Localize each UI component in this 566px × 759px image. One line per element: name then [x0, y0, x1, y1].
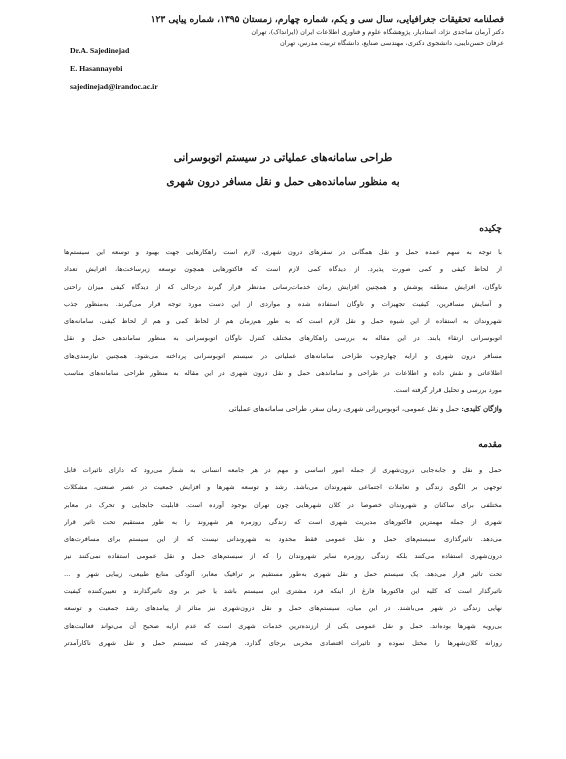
- introduction-body: [64, 462, 502, 652]
- keywords-list: حمل و نقل عمومی، اتوبوس‌رانی شهری، زمان سفر، طراحی سامانه‌های عملیاتی: [228, 405, 460, 413]
- abstract-line: شهروندان به استفاده از این شیوه حمل و نقل لازم است که به طور هم‌زمان هم از لحاظ کمی و هم از لحاظ کیفی، سامانه‌های: [64, 317, 502, 326]
- abstract-line: از لحاظ کیفی و کمی صورت پذیرد. از دیدگاه کمی لازم است که فاکتورهایی همچون توسعه زیرساخت‌ها، افزایش تعداد: [64, 265, 502, 274]
- author2-affiliation: عرفان حسن‌نایبی، دانشجوی دکتری، مهندسی صنایع، دانشگاه تربیت مدرس، تهران: [279, 39, 504, 47]
- abstract-body: [64, 244, 502, 400]
- author-email: sajedinejad@irandoc.ac.ir: [70, 82, 158, 91]
- abstract-line: و آسایش مسافرین، کیفیت تجهیزات و ناوگان استفاده شده و مواردی از این دست مورد توجه قرار می‌گیرند. به‌منظور جذب: [64, 299, 502, 308]
- journal-title: فصلنامه تحقیقات جغرافیایی، سال سی و یکم، شماره چهارم، زمستان ۱۳۹۵، شماره پیاپی ۱۲۳: [150, 15, 504, 25]
- latin-author-block: [70, 42, 158, 96]
- abstract-line: مورد بررسی و تحلیل قرار گرفته است.: [393, 386, 502, 395]
- introduction-line: بی‌رویه شهرها بوده‌اند. حمل و نقل عمومی یکی از ارزنده‌ترین خدمات شهری است که عدم ارایه صحیح آن می‌تواند فعالیت‌های: [64, 621, 502, 630]
- abstract-line: ناوگان، افزایش منطقه پوشش و همچنین افزایش زمان خدمات‌رسانی مدنظر قرار گیرند درحالی که از دیدگاه کیفی میزان راحتی: [64, 282, 502, 291]
- keywords-line: [62, 402, 502, 416]
- journal-header: [150, 14, 504, 49]
- introduction-line: تحت تاثیر قرار می‌دهد. یک سیستم حمل و نقل شهری به‌طور مستقیم بر ترافیک معابر، آلودگی منابع طبیعی، زیبایی شهر و ...: [64, 569, 502, 578]
- keywords-label: واژگان کلیدی:: [461, 405, 502, 413]
- paper-title-line-2: به منظور سامانده‌هی حمل و نقل مسافر درون شهری: [166, 176, 400, 188]
- introduction-line: حمل و نقل و جابه‌جایی درون‌شهری از جمله امور اساسی و مهم در هر جامعه انسانی به شمار می‌رود که دارای تاثیرات قابل: [64, 466, 502, 474]
- introduction-heading: مقدمه: [478, 440, 502, 450]
- introduction-line: روزانه کلان‌شهرها را مختل نموده و تاثیرات اقتصادی مخربی برجای گذارد. هرچقدر که سیستم حمل و نقل شهری ناکارآمدتر: [64, 638, 502, 647]
- introduction-line: توجهی بر الگوی زندگی و تعاملات اجتماعی شهروندان می‌باشد. رشد و توسعه شهرها و افزایش جمعیت در عصر صنعتی، مشکلات: [64, 483, 502, 492]
- introduction-line: می‌دهد. تاثیرگذاری سیستم‌های حمل و نقل عمومی فقط محدود به شهروندانی نیست که از این سیستم برای مسافرت‌های: [64, 535, 502, 544]
- introduction-line: نهایی زندگی در شهر می‌باشند. در این میان، سیستم‌های حمل و نقل درون‌شهری نیز متاثر از پیامدهای رشد جمعیت و توسعه: [64, 604, 502, 613]
- author1-affiliation: دکتر آرمان ساجدی نژاد، استادیار، پژوهشگاه علوم و فناوری اطلاعات ایران (ایرانداک)، تهران: [251, 28, 504, 36]
- paper-title: [60, 146, 506, 194]
- introduction-line: شهری از جمله مهمترین فاکتورهای مدیریت شهری است که زندگی روزمره هر شهروند را به طور مستقیم تحت تاثیر قرار: [64, 517, 502, 526]
- abstract-heading: چکیده: [479, 224, 502, 234]
- abstract-line: با توجه به سهم عمده حمل و نقل همگانی در سفرهای درون شهری، لازم است راهکارهایی جهت بهبود و توسعه این سیستم‌ها: [64, 248, 502, 256]
- latin-author-name-2: E. Hasannayebi: [70, 64, 123, 73]
- paper-title-line-1: طراحی سامانه‌های عملیاتی در سیستم اتوبوسرانی: [173, 152, 393, 164]
- abstract-line: اطلاعاتی و نقش داده و اطلاعات در طراحی و ساماندهی حمل و نقل درون شهری در این مقاله به منظور طراحی سامانه‌های مناسب: [64, 369, 502, 378]
- introduction-line: درون‌شهری استفاده می‌کنند بلکه زندگی روزمره سایر شهروندان را که از سیستم‌های حمل و نقل عمومی استفاده نمی‌کنند نیز: [64, 552, 502, 561]
- latin-author-name-1: Dr.A. Sajedinejad: [70, 46, 130, 55]
- introduction-line: مختلفی برای ساکنان و شهروندان خصوصا در کلان شهرهایی چون تهران بوجود آورده است. قابلیت جابجایی و تحرک در معابر: [64, 500, 502, 509]
- introduction-line: تاثیرگذار است که کلیه این فاکتورها فارغ از اینکه فرد مشتری این سیستم باشد یا خیر بر وی تاثیرگذارند و تعیین‌کننده کیفیت: [64, 587, 502, 596]
- abstract-line: اتوبوسرانی ارتقاء یابند. در این مقاله به بررسی راهکارهای مختلف کنترل ناوگان اتوبوسرانی به منظور ساماندهی حمل و نقل: [64, 334, 502, 343]
- abstract-line: مسافر درون شهری و ارایه چهارچوب طراحی سامانه‌های عملیاتی در سیستم اتوبوسرانی پرداخته می‌شود. همچنین نیازمندی‌های: [64, 351, 502, 360]
